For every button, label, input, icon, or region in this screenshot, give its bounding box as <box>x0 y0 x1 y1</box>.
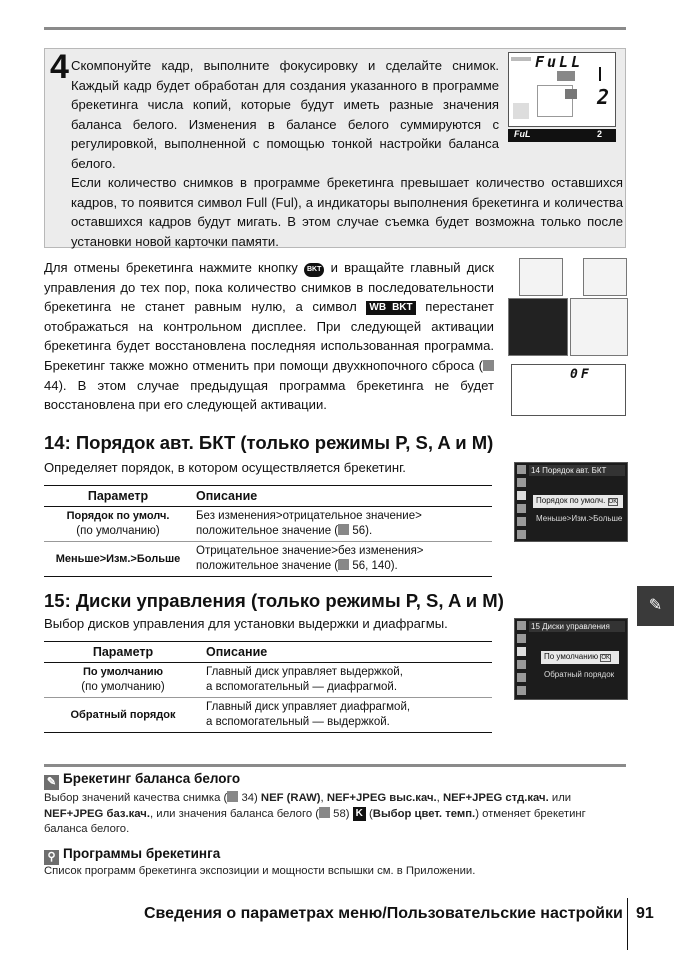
param-name: По умолчанию <box>82 666 164 678</box>
page-ref-icon <box>227 791 238 802</box>
note-text-part: 58) <box>333 807 350 820</box>
desc-line: Отрицательное значение>без изменения> <box>196 545 424 557</box>
menu-screen-14 <box>514 462 628 542</box>
vf-count: 2 <box>596 129 602 139</box>
note-text-part: или <box>548 792 572 804</box>
menu-screen-15 <box>514 618 628 700</box>
wb-note-text <box>44 791 628 838</box>
param-cell <box>44 698 202 733</box>
camera-button-illustration <box>519 258 563 296</box>
desc-line: Главный диск управляет диафрагмой, <box>206 701 411 713</box>
menu-option-selected <box>541 651 619 664</box>
col-header-param: Параметр <box>44 642 202 663</box>
param-name: Обратный порядок <box>70 708 176 721</box>
page-number: 91 <box>636 905 654 922</box>
cancel-paragraph <box>44 258 494 415</box>
param-default: (по умолчанию) <box>76 525 160 537</box>
desc-cell <box>202 698 492 733</box>
menu-option-selected <box>533 495 623 508</box>
k-icon: K <box>353 807 366 821</box>
note-term: Выбор цвет. темп. <box>372 807 476 820</box>
wb-note-title: Брекетинг баланса белого <box>63 771 241 786</box>
note-term: NEF+JPEG выс.кач. <box>326 792 437 804</box>
lcd-segment <box>511 57 531 61</box>
param-cell <box>44 663 202 698</box>
prog-note-text: Список программ брекетинга экспозиции и мощности вспышки см. в Приложении. <box>44 865 476 877</box>
lcd-segment <box>513 103 529 119</box>
page-ref-icon <box>338 559 349 570</box>
menu-icons <box>517 465 527 543</box>
bkt-symbol-icon: BKT <box>389 301 416 315</box>
col-header-desc: Описание <box>202 642 492 663</box>
bkt-button-icon: BKT <box>304 263 324 277</box>
top-rule <box>44 27 626 30</box>
col-header-desc: Описание <box>192 486 492 507</box>
col-header-param: Параметр <box>44 486 192 507</box>
param-name: Меньше>Изм.>Больше <box>55 552 181 565</box>
lcd-off-text: 0F <box>570 367 592 382</box>
ok-tag: OK <box>608 499 618 505</box>
footer-text: Сведения о параметрах меню/Пользовательские настройки <box>144 905 623 922</box>
wb-symbol-icon: WB <box>366 301 389 315</box>
cancel-text-3: перестанет отображаться на контрольном дисплее. При следующей активации брекетинга будет восстановлена последняя использованная программа. Брекетинг также можно отменить при помощи двухкнопочного сброса ( <box>44 299 494 373</box>
table-row <box>44 698 492 733</box>
magnifier-icon: ⚲ <box>44 850 59 865</box>
param-cell <box>44 507 192 542</box>
note-term: NEF+JPEG стд.кач. <box>442 792 549 804</box>
control-panel-lcd-off <box>511 364 626 416</box>
desc-cell <box>192 507 492 542</box>
note-text-part: , <box>320 792 327 804</box>
menu-option: Меньше>Изм.>Больше <box>536 514 623 523</box>
section-15-table <box>44 641 492 733</box>
pencil-icon: ✎ <box>44 775 59 790</box>
table-header-row <box>44 486 492 507</box>
section-15-title: 15: Диски управления (только режимы P, S, A и M) <box>44 590 504 611</box>
step-text: Скомпонуйте кадр, выполните фокусировку и сделайте снимок. Каждый кадр будет обработан для создания указанного в программе брекетинга числа копий, которые будут иметь разные значения баланса белого. Изменения в балансе белого суммируются с регулировкой, выполненной с помощью тонкой настройки баланса белого. <box>71 58 499 171</box>
lcd-badge <box>557 71 575 81</box>
ok-tag: OK <box>601 655 611 661</box>
desc-line: Без изменения>отрицательное значение> <box>196 510 422 522</box>
desc-ref: 56). <box>352 525 373 537</box>
lcd-icon <box>565 89 577 99</box>
menu-icons <box>517 621 527 699</box>
section-14-desc: Определяет порядок, в котором осуществляется брекетинг. <box>44 460 406 475</box>
camera-top-illustration <box>583 258 627 296</box>
note-text-part: 34) <box>241 792 258 804</box>
lcd-blink-mark <box>599 67 601 81</box>
table-row <box>44 663 492 698</box>
step-number: 4 <box>50 48 69 86</box>
viewfinder-display <box>508 129 616 142</box>
cancel-text-2: и вращайте главный диск управления до тех пор, пока количество снимков в последовательности брекетинга не станет равным нулю, а символ <box>44 260 495 315</box>
note-text-part: , или значения баланса белого ( <box>149 807 320 820</box>
param-name: Порядок по умолч. <box>66 510 170 522</box>
vf-full-text: FuL <box>514 129 531 139</box>
menu-option-label: По умолчанию <box>544 652 599 661</box>
note-text-part: , <box>436 792 443 804</box>
table-row <box>44 507 492 542</box>
wb-note-heading <box>44 771 240 790</box>
step-note: Если количество снимков в программе брекетинга превышает количество оставшихся кадров, то появится символ Full (Ful), а индикаторы выполнения брекетинга и количества оставшихся кадров будут мигать. В этом случае съемка будет возможна только после установки новой карточки памяти. <box>71 175 623 249</box>
pencil-icon: ✎ <box>637 586 674 626</box>
desc-line: а вспомогательный — выдержкой. <box>206 716 390 728</box>
command-dial-illustration <box>570 298 628 356</box>
param-cell <box>44 542 192 577</box>
menu-title: 14 Порядок авт. БКТ <box>529 465 625 476</box>
desc-cell <box>202 663 492 698</box>
lcd-full-text: FuLL <box>535 53 584 71</box>
desc-ref: 56, 140). <box>352 560 398 572</box>
desc-line: Главный диск управляет выдержкой, <box>206 666 403 678</box>
note-term: NEF+JPEG баз.кач. <box>44 807 150 820</box>
menu-option: Обратный порядок <box>544 670 615 679</box>
cancel-ref: 44). В этом случае предыдущая программа брекетинга не будет восстановлена при его следующей активации. <box>44 377 494 413</box>
desc-line: положительное значение ( <box>196 525 339 537</box>
note-text-part: ( <box>365 807 373 820</box>
section-14-title: 14: Порядок авт. БКТ (только режимы P, S, A и M) <box>44 432 494 453</box>
cancel-text-1: Для отмены брекетинга нажмите кнопку <box>44 260 298 275</box>
control-panel-lcd <box>508 52 616 127</box>
prog-note-heading <box>44 846 220 865</box>
note-text-part: ) отменяет брекетинг баланса белого. <box>44 807 586 835</box>
page-ref-icon <box>483 360 494 371</box>
section-14-table <box>44 485 492 577</box>
lcd-frame-count: 2 <box>597 85 610 109</box>
menu-title: 15 Диски управления <box>529 621 625 632</box>
page-ref-icon <box>338 524 349 535</box>
page-ref-icon <box>319 807 330 818</box>
camera-side-illustration <box>508 298 568 356</box>
section-15-desc: Выбор дисков управления для установки выдержки и диафрагмы. <box>44 616 448 631</box>
prog-note-title: Программы брекетинга <box>63 846 221 861</box>
param-default: (по умолчанию) <box>81 681 165 693</box>
menu-option-label: Порядок по умолч. <box>536 496 606 505</box>
desc-cell <box>192 542 492 577</box>
note-term: NEF (RAW) <box>260 792 321 804</box>
desc-line: положительное значение ( <box>196 560 339 572</box>
note-text-part: Выбор значений качества снимка ( <box>44 792 228 804</box>
table-row <box>44 542 492 577</box>
notes-rule <box>44 764 626 767</box>
page-divider <box>627 898 628 950</box>
desc-line: а вспомогательный — диафрагмой. <box>206 681 398 693</box>
table-header-row <box>44 642 492 663</box>
